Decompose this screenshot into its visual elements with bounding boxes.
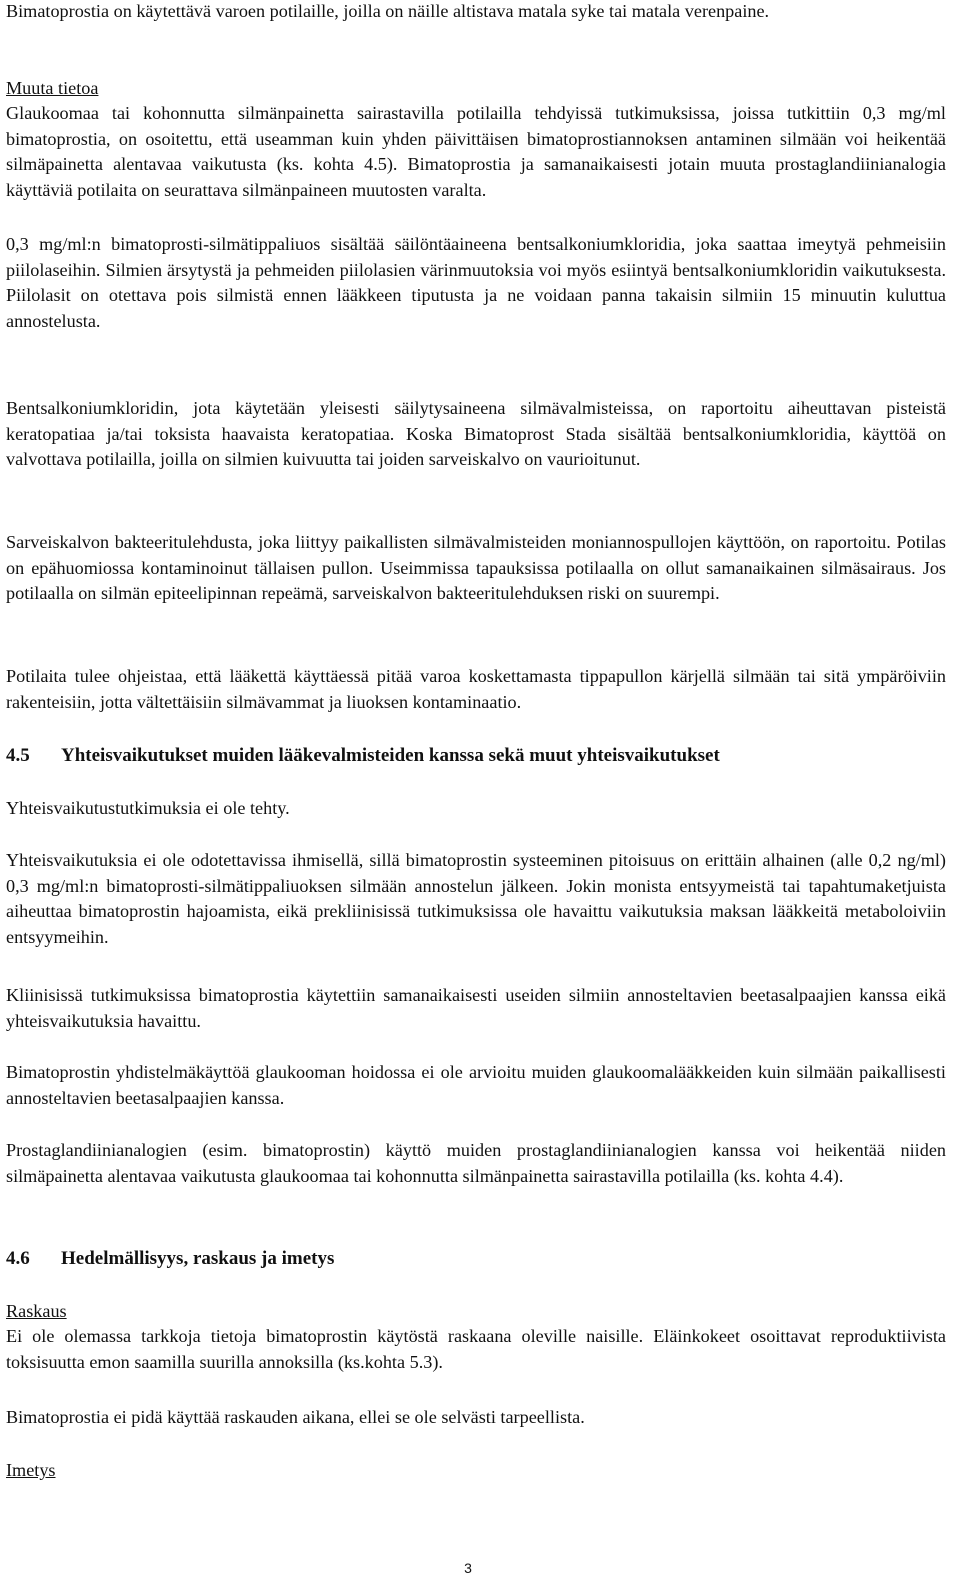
paragraph-intro: Bimatoprostia on käytettävä varoen potilaille, joilla on näille altistava matala syke tai matala verenpaine. [6,1,770,21]
section-heading-4-5 [6,743,720,769]
paragraph-clinical-studies: Kliinisissä tutkimuksissa bimatoprostia käytettiin samanaikaisesti useiden silmiin annosteltavien beetasalpaajien kanssa eikä yhteisvaikutuksia havaittu. [6,985,946,1031]
paragraph-combination-use: Bimatoprostin yhdistelmäkäyttöä glaukooman hoidossa ei ole arvioitu muiden glaukoomalääkkeiden kuin silmään paikallisesti annosteltavien beetasalpaajien kanssa. [6,1062,946,1108]
section-title: Yhteisvaikutukset muiden lääkevalmisteiden kanssa sekä muut yhteisvaikutukset [61,745,720,766]
paragraph-prostaglandin-analogues: Prostaglandiinianalogien (esim. bimatoprostin) käyttö muiden prostaglandiinianalogien kanssa voi heikentää niiden silmäpainetta alentavaa vaikutusta glaukoomaa tai kohonnutta silmänpainetta sairastavilla potilailla (ks. kohta 4.4). [6,1140,946,1186]
subheading-other-info: Muuta tietoa [6,78,99,98]
paragraph-benzalkonium-keratopathy: Bentsalkoniumkloridin, jota käytetään yleisesti säilytysaineena silmävalmisteissa, on raportoitu aiheuttavan pisteistä keratopatiaa ja/tai toksista haavaista keratopatiaa. Koska Bimatoprost Stada sisältää bentsalkoniumkloridia, käyttöä on valvottava potilailla, joilla on silmien kuivuutta tai joiden sarveiskalvo on vaurioitunut. [6,398,946,470]
page-number: 3 [464,1560,472,1576]
section-number: 4.5 [6,745,30,766]
section-title: Hedelmällisyys, raskaus ja imetys [61,1248,335,1269]
subheading-pregnancy: Raskaus [6,1301,67,1321]
paragraph-pregnancy: Ei ole olemassa tarkkoja tietoja bimatoprostin käytöstä raskaana oleville naisille. Eläinkokeet osoittavat reproduktiivista toksisuutta emon saamilla suurilla annoksilla (ks.kohta 5.3). [6,1326,946,1372]
paragraph-benzalkonium-contact-lenses: 0,3 mg/ml:n bimatoprosti-silmätippaliuos sisältää säilöntäaineena bentsalkoniumkloridia, joka saattaa imeytyä pehmeisiin piilolaseihin. Silmien ärsytystä ja pehmeiden piilolasien värinmuutoksia voi myös esiintyä bentsalkoniumkloridin vaikutuksesta. Piilolasit on otettava pois silmistä ennen lääkkeen tiputusta ja ne voidaan panna takaisin silmiin 15 minuutin kuluttua annostelusta. [6,234,946,331]
paragraph-patient-instructions: Potilaita tulee ohjeistaa, että lääkettä käyttäessä pitää varoa koskettamasta tippapullon kärjellä silmään tai sitä ympäröiviin rakenteisiin, jotta vältettäisiin silmävammat ja liuoksen kontaminaatio. [6,666,946,712]
section-number: 4.6 [6,1248,30,1269]
paragraph-no-interaction-studies: Yhteisvaikutustutkimuksia ei ole tehty. [6,798,290,818]
subheading-lactation: Imetys [6,1460,56,1480]
paragraph-pregnancy-use: Bimatoprostia ei pidä käyttää raskauden aikana, ellei se ole selvästi tarpeellista. [6,1407,585,1427]
section-heading-4-6 [6,1246,334,1272]
paragraph-other-info: Glaukoomaa tai kohonnutta silmänpainetta sairastavilla potilailla tehdyissä tutkimuksissa, joissa tutkittiin 0,3 mg/ml bimatoprostia, on osoitettu, että useamman kuin yhden päivittäisen bimatoprostiannoksen antaminen silmään voi heikentää silmäpainetta alentavaa vaikutusta (ks. kohta 4.5). Bimatoprostia ja samanaikaisesti jotain muuta prostaglandiinianalogia käyttäviä potilaita on seurattava silmänpaineen muutosten varalta. [6,103,946,200]
paragraph-bacterial-keratitis: Sarveiskalvon bakteeritulehdusta, joka liittyy paikallisten silmävalmisteiden moniannospullojen käyttöön, on raportoitu. Potilas on epähuomiossa kontaminoinut tällaisen pullon. Useimmissa tapauksissa potilaalla on ollut samanaikainen silmäsairaus. Jos potilaalla on silmän epiteelipinnan repeämä, sarveiskalvon bakteeritulehduksen riski on suurempi. [6,532,946,604]
paragraph-no-interactions-expected: Yhteisvaikutuksia ei ole odotettavissa ihmisellä, sillä bimatoprostin systeeminen pitoisuus on erittäin alhainen (alle 0,2 ng/ml) 0,3 mg/ml:n bimatoprosti-silmätippaliuoksen silmään annostelun jälkeen. Jokin monista entsyymeistä tai tapahtumaketjuista aiheuttaa bimatoprostin hajoamista, eikä prekliinisissä tutkimuksissa ole havaittu vaikutuksia maksan lääkkeitä metaboloiviin entsyymeihin. [6,850,946,947]
